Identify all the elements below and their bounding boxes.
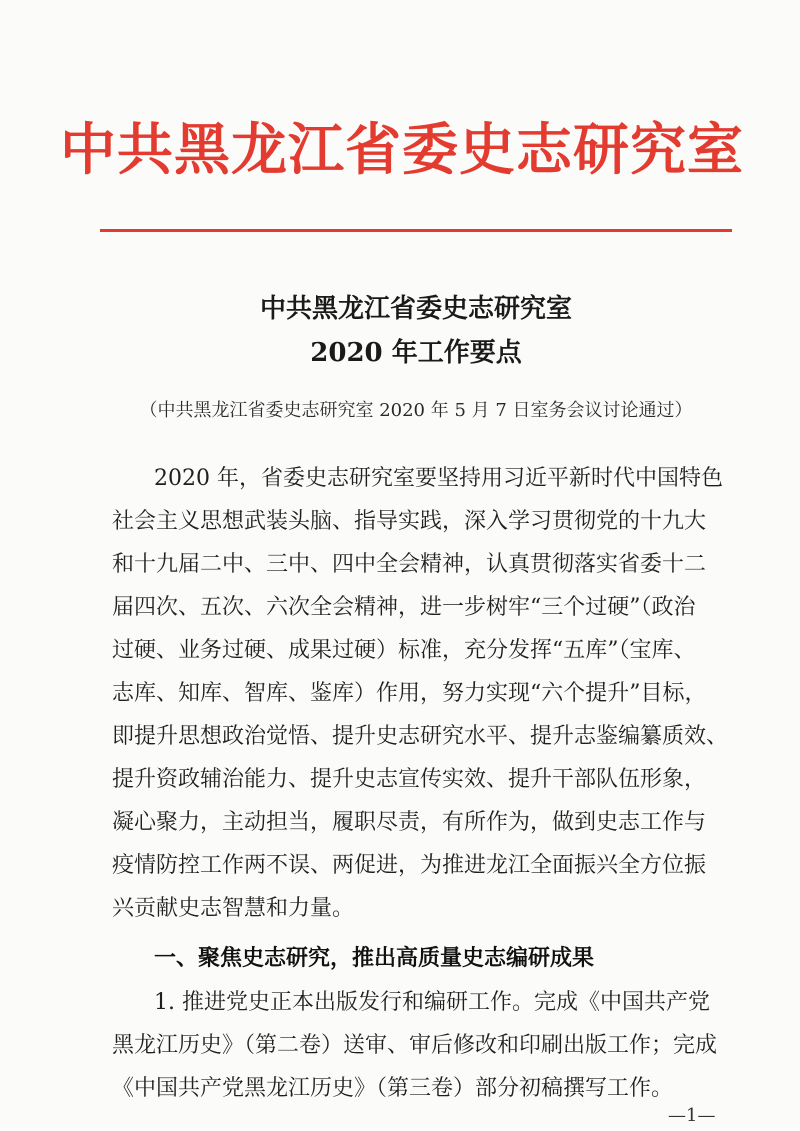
item-line: 1. 推进党史正本出版发行和编研工作。完成《中国共产党 [154,990,710,1015]
paragraph-line: 和十九届二中、三中、四中全会精神，认真贯彻落实省委十二 [112,552,707,577]
paragraph-line: 兴贡献史志智慧和力量。 [112,896,355,921]
red-header-org-title: 中共黑龙江省委史志研究室 [60,117,744,183]
item-line: 《中国共产党黑龙江历史》（第三卷）部分初稿撰写工作。 [112,1076,674,1101]
paragraph-line: 即提升思想政治觉悟、提升史志研究水平、提升志鉴编纂质效、 [112,724,729,749]
paragraph-line: 提升资政辅治能力、提升史志宣传实效、提升干部队伍形象， [112,767,707,792]
paragraph-line: 社会主义思想武装头脑、指导实践，深入学习贯彻党的十九大 [112,509,707,534]
paragraph-line: 志库、知库、智库、鉴库）作用，努力实现“六个提升”目标， [112,681,707,706]
paragraph-line: 届四次、五次、六次全会精神，进一步树牢“三个过硬”（政治 [112,595,696,620]
paragraph-line: 疫情防控工作两不误、两促进，为推进龙江全面振兴全方位振 [112,853,707,878]
document-title-line2: 2020 年工作要点 [310,338,522,368]
item-line: 黑龙江历史》（第二卷）送审、审后修改和印刷出版工作；完成 [112,1033,718,1058]
section-heading: 一、聚焦史志研究，推出高质量史志编研成果 [154,946,595,971]
document-title-line1: 中共黑龙江省委史志研究室 [259,294,572,324]
paragraph-line: 过硬、业务过硬、成果过硬）标准，充分发挥“五库”（宝库、 [112,638,696,663]
paragraph-line: 凝心聚力，主动担当，履职尽责，有所作为，做到史志工作与 [112,810,707,835]
red-divider-line [100,229,732,232]
document-subtitle: （中共黑龙江省委史志研究室 2020 年 5 月 7 日室务会议讨论通过） [139,400,693,421]
page-number: —1— [668,1105,716,1126]
paragraph-line: 2020 年，省委史志研究室要坚持用习近平新时代中国特色 [154,466,723,491]
